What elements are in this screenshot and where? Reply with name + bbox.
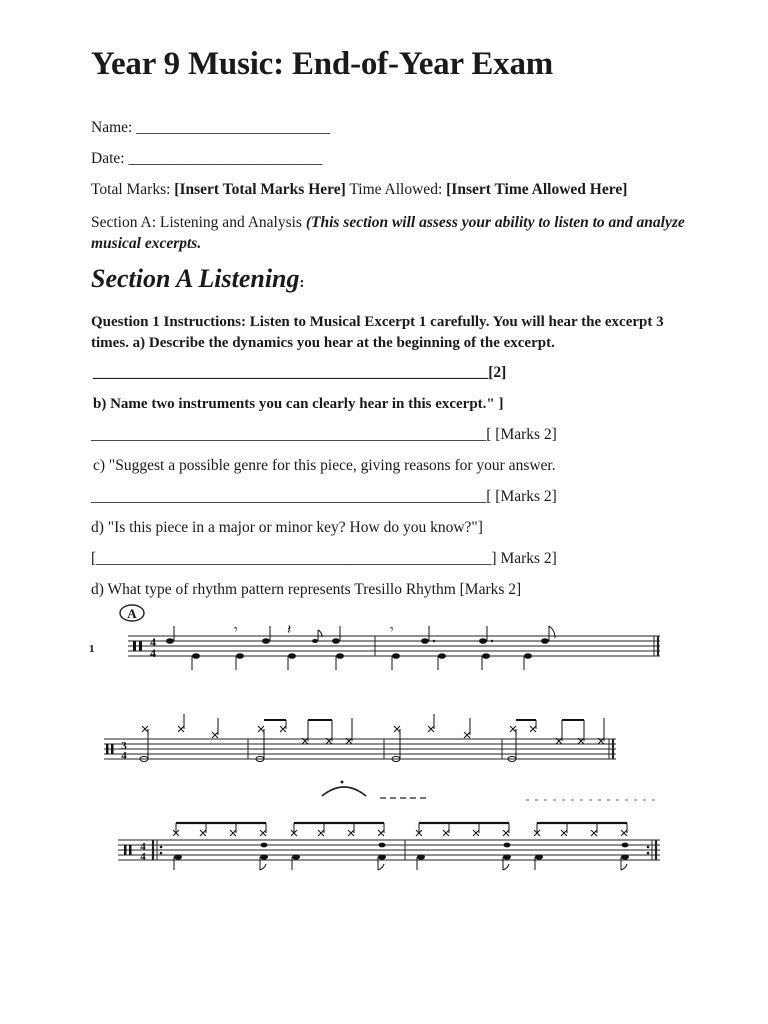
notes-system-2 (140, 714, 604, 762)
svg-text:A: A (127, 606, 137, 621)
time-signature-1 (150, 635, 156, 660)
staff-system-2 (104, 739, 616, 759)
time-allowed-value: [Insert Time Allowed Here] (446, 181, 628, 198)
svg-text:4: 4 (140, 841, 146, 853)
svg-text:3: 3 (121, 740, 127, 752)
svg-text:𝄾: 𝄾 (234, 623, 238, 638)
notes-system-1 (166, 623, 555, 670)
section-a-intro-emphasis: (This section will assess your ability to listen to and analyze musical excerpts. (91, 214, 685, 252)
question-1-part-c: c) "Suggest a possible genre for this piece, giving reasons for your answer. (93, 457, 556, 474)
question-1-part-d: d) "Is this piece in a major or minor key? How do you know?"] (91, 519, 483, 536)
section-a-heading-colon: : (299, 275, 305, 291)
name-field[interactable]: Name: _________________________ (91, 119, 330, 136)
time-allowed-label: Time Allowed: (345, 181, 447, 198)
svg-text:4: 4 (150, 646, 156, 660)
svg-text:4: 4 (121, 750, 127, 762)
time-signature-2 (121, 740, 127, 762)
question-1-part-d2: d) What type of rhythm pattern represents Tresillo Rhythm [Marks 2] (91, 581, 522, 598)
question-1-instructions: Question 1 Instructions: Listen to Musical Excerpt 1 carefully. You will hear the excerpt 3 times. a) Describe the dynamics you hear at the beginning of the excerpt. (91, 314, 664, 351)
answer-line-a[interactable]: ___________________________________________________[2] (93, 364, 507, 381)
svg-text:4: 4 (140, 851, 146, 863)
time-signature-3 (140, 841, 146, 863)
notes-system-3 (173, 823, 629, 870)
total-marks-value: [Insert Total Marks Here] (174, 181, 346, 198)
question-1-part-b: b) Name two instruments you can clearly hear in this excerpt." ] (93, 396, 504, 412)
answer-line-b[interactable]: ___________________________________________________[ [Marks 2] (91, 426, 557, 443)
page-title: Year 9 Music: End-of-Year Exam (91, 46, 554, 82)
rehearsal-mark (120, 605, 144, 621)
answer-line-d[interactable]: [___________________________________________________] Marks 2] (91, 550, 557, 567)
section-a-heading-text: Section A Listening (91, 264, 300, 293)
date-field[interactable]: Date: _________________________ (91, 150, 323, 167)
svg-text:𝄾: 𝄾 (390, 623, 394, 638)
staff-system-3 (118, 840, 660, 860)
measure-number: 1 (89, 643, 95, 655)
staff-system-1 (128, 636, 660, 656)
cropped-notation-fragment (322, 781, 660, 801)
svg-text:𝄽: 𝄽 (287, 623, 292, 638)
svg-text:4: 4 (150, 635, 156, 649)
total-marks-label: Total Marks: (91, 181, 175, 198)
answer-line-c[interactable]: ___________________________________________________[ [Marks 2] (91, 488, 557, 505)
section-a-intro-plain: Section A: Listening and Analysis (91, 214, 306, 231)
